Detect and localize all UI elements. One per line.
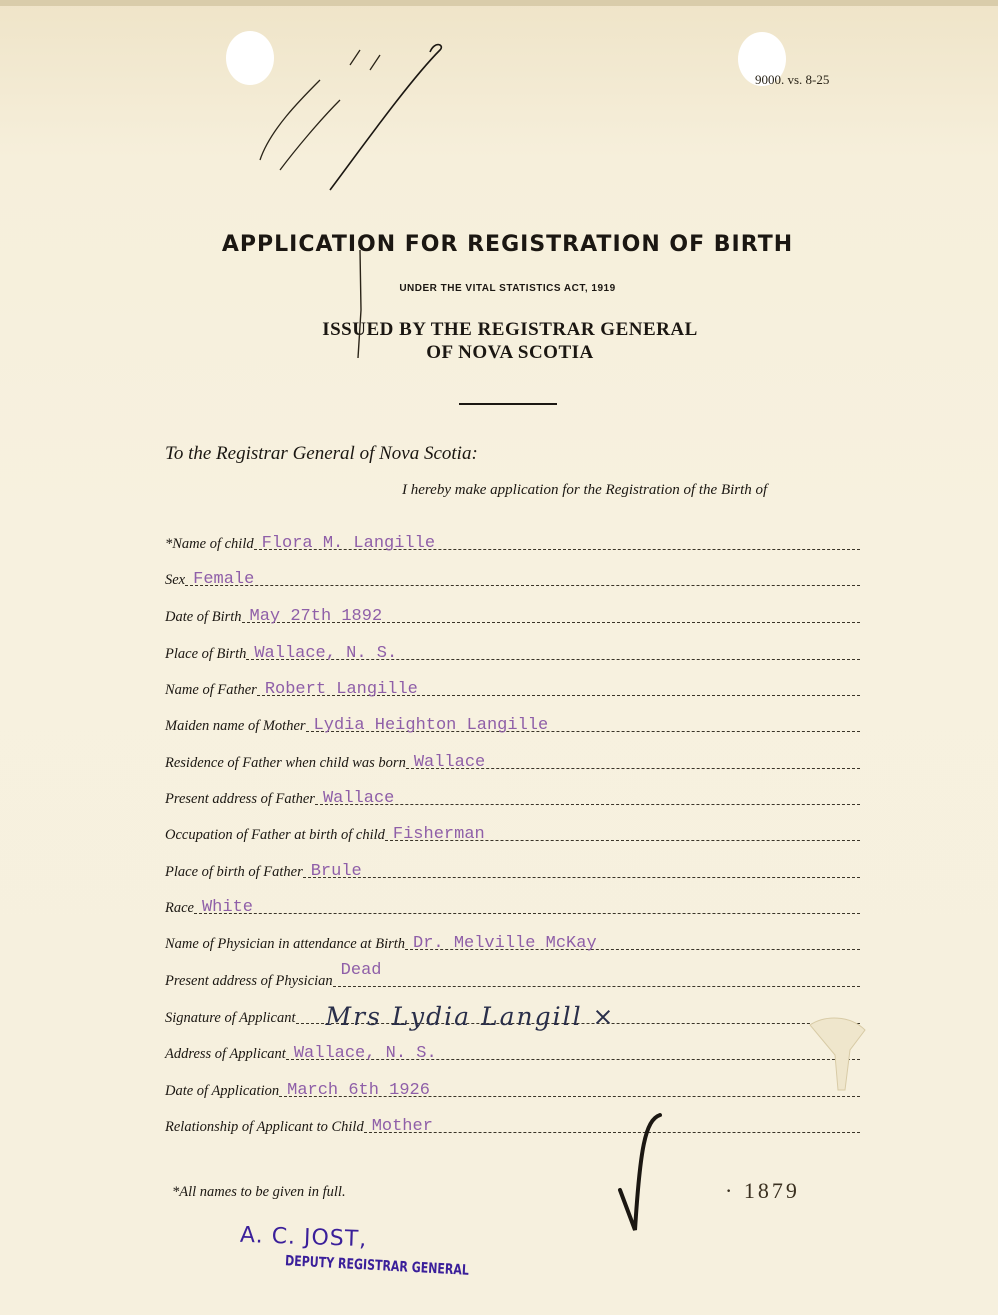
form-subtitle: UNDER THE VITAL STATISTICS ACT, 1919 — [399, 283, 616, 294]
divider — [459, 403, 557, 405]
field-row-signature-of-applicant — [165, 1002, 860, 1031]
form-title: APPLICATION FOR REGISTRATION OF BIRTH — [221, 232, 794, 257]
field-label: Place of Birth — [165, 646, 247, 662]
field-value-line[interactable] — [194, 891, 860, 917]
handwritten-annotation — [240, 40, 460, 200]
field-value-line[interactable] — [254, 527, 860, 553]
field-value: Wallace — [413, 753, 486, 772]
field-label: Name of Father — [165, 682, 257, 698]
field-value-line[interactable] — [315, 782, 860, 808]
field-value: White — [201, 898, 253, 917]
field-value-line[interactable] — [242, 600, 860, 626]
issuer — [0, 318, 998, 364]
field-value: Dead — [340, 961, 382, 980]
field-label: Date of Application — [165, 1083, 280, 1099]
embossed-seal — [800, 1010, 870, 1100]
stamp-name: A. C. JOST, — [239, 1222, 368, 1253]
field-value: Wallace — [322, 789, 395, 808]
field-label: Residence of Father when child was born — [165, 755, 406, 771]
document-number: · 1879 — [725, 1178, 800, 1203]
field-label: Occupation of Father at birth of child — [165, 827, 385, 843]
field-row-occupation-of-father — [165, 822, 860, 846]
field-value: Brule — [310, 862, 362, 881]
field-value-line[interactable] — [286, 1037, 860, 1063]
field-row-physician — [165, 931, 860, 955]
paper-edge — [0, 0, 998, 6]
field-value: Wallace, N. S. — [293, 1044, 437, 1063]
field-row-place-of-birth — [165, 641, 860, 665]
field-value-line[interactable] — [257, 673, 860, 699]
check-mark — [610, 1110, 670, 1240]
field-label: Date of Birth — [165, 609, 242, 625]
field-row-race — [165, 895, 860, 919]
field-row-date-of-application — [165, 1078, 860, 1102]
field-row-sex — [165, 567, 860, 591]
field-value-line[interactable] — [303, 855, 860, 881]
issuer-line-2: OF NOVA SCOTIA — [426, 342, 594, 363]
field-row-present-address-of-father — [165, 786, 860, 810]
field-value-line[interactable] — [306, 709, 860, 735]
field-value: Fisherman — [392, 825, 485, 844]
field-label: Race — [165, 900, 194, 916]
salutation: To the Registrar General of Nova Scotia: — [165, 443, 478, 464]
stamp-title: DEPUTY REGISTRAR GENERAL — [284, 1252, 470, 1279]
field-row-name-of-father — [165, 677, 860, 701]
field-value-line[interactable] — [405, 927, 860, 953]
field-value-line[interactable] — [246, 637, 860, 663]
field-value: Dr. Melville McKay — [413, 934, 597, 953]
applicant-signature: Mrs Lydia Langill × — [325, 1002, 616, 1031]
field-label: *Name of child — [165, 536, 254, 552]
field-row-date-of-birth — [165, 604, 860, 628]
field-label: Relationship of Applicant to Child — [165, 1119, 364, 1135]
field-row-relationship — [165, 1114, 860, 1138]
pencil-mark — [355, 250, 365, 360]
field-label: Present address of Father — [165, 791, 315, 807]
field-value-line[interactable] — [406, 746, 860, 772]
footnote: *All names to be given in full. — [172, 1184, 346, 1200]
field-value: Wallace, N. S. — [254, 644, 398, 663]
issuer-line-1: ISSUED BY THE REGISTRAR GENERAL — [322, 319, 698, 340]
field-row-place-of-birth-of-father — [165, 859, 860, 883]
field-label: Name of Physician in attendance at Birth — [165, 936, 406, 952]
field-value: March 6th 1926 — [287, 1081, 430, 1100]
field-value: Lydia Heighton Langille — [313, 716, 549, 735]
field-label: Place of birth of Father — [165, 864, 303, 880]
field-value: Flora M. Langille — [261, 534, 436, 553]
field-value: Robert Langille — [264, 680, 418, 699]
field-value-line[interactable] — [296, 1001, 861, 1031]
field-label: Address of Applicant — [165, 1046, 286, 1062]
field-value: May 27th 1892 — [249, 607, 383, 626]
field-value-line[interactable] — [333, 961, 860, 987]
field-value-line[interactable] — [279, 1074, 860, 1100]
field-row-address-of-applicant — [165, 1041, 860, 1065]
form-number: 9000. vs. 8-25 — [755, 72, 830, 87]
field-value-line[interactable] — [185, 563, 860, 589]
field-row-residence-of-father — [165, 750, 860, 774]
field-value: Female — [193, 570, 255, 589]
field-label: Sex — [165, 572, 186, 588]
intro-text: I hereby make application for the Registration of the Birth of — [402, 482, 768, 498]
field-label: Maiden name of Mother — [165, 718, 306, 734]
field-row-name-of-child — [165, 531, 860, 555]
field-row-maiden-name-of-mother — [165, 713, 860, 737]
field-value-line[interactable] — [385, 818, 860, 844]
field-label: Signature of Applicant — [165, 1010, 296, 1026]
field-label: Present address of Physician — [165, 973, 333, 989]
field-row-physician-address — [165, 961, 860, 992]
field-value: Mother — [371, 1117, 433, 1136]
